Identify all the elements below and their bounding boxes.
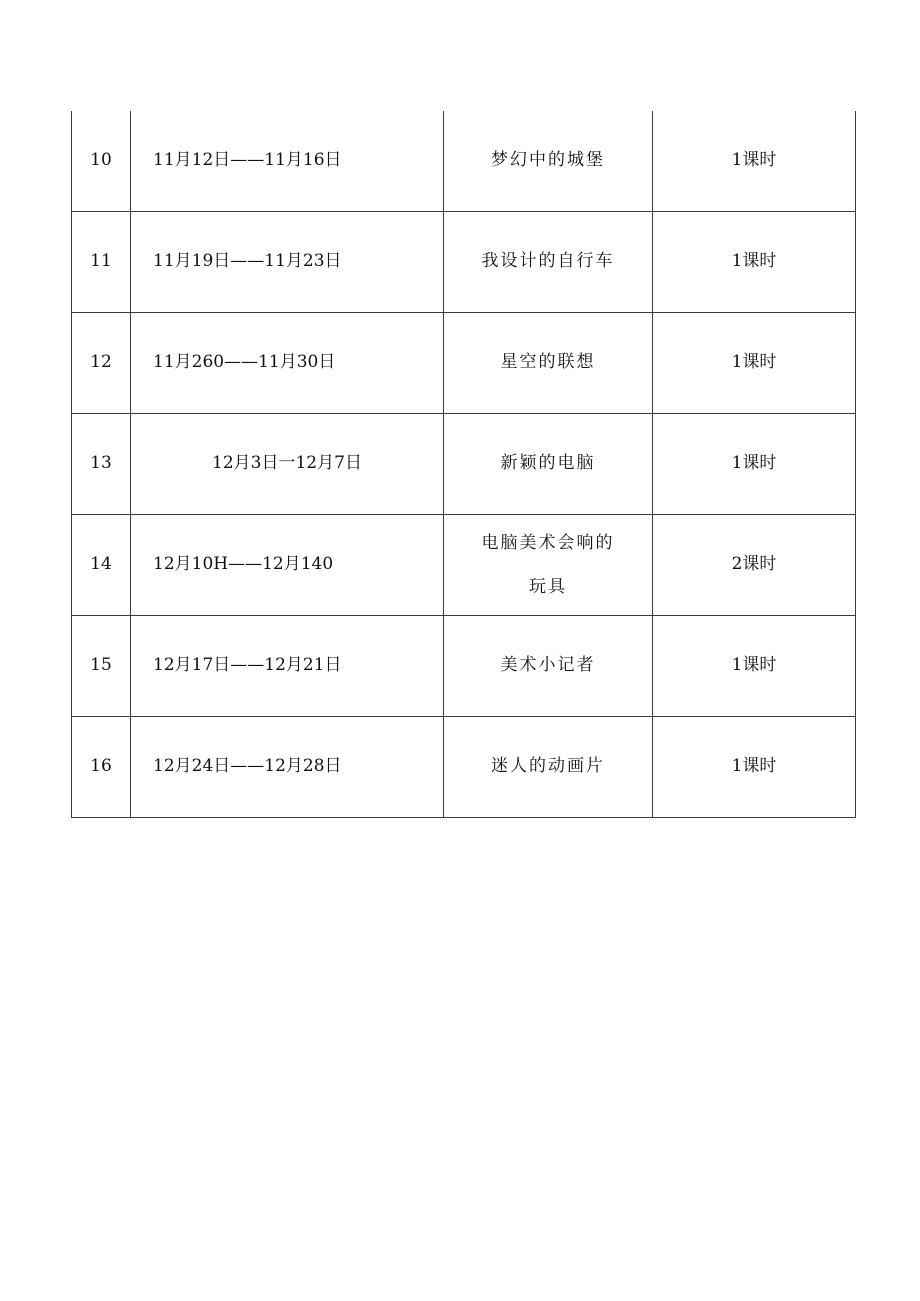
table-row	[72, 111, 856, 212]
schedule-table	[71, 111, 856, 818]
date-range: 11月12日——11月16日	[131, 111, 444, 212]
lesson-hours: 1课时	[653, 414, 856, 515]
table-row	[72, 212, 856, 313]
table-row	[72, 313, 856, 414]
date-range: 12月3日一12月7日	[131, 414, 444, 515]
lesson-hours: 2课时	[653, 515, 856, 616]
lesson-number: 16	[72, 717, 131, 818]
lesson-hours: 1课时	[653, 212, 856, 313]
lesson-topic: 星空的联想	[444, 313, 653, 414]
lesson-hours: 1课时	[653, 313, 856, 414]
lesson-hours: 1课时	[653, 717, 856, 818]
lesson-number: 14	[72, 515, 131, 616]
lesson-hours: 1课时	[653, 616, 856, 717]
date-range: 12月17日——12月21日	[131, 616, 444, 717]
date-range: 11月19日——11月23日	[131, 212, 444, 313]
date-range: 12月10H——12月140	[131, 515, 444, 616]
lesson-number: 10	[72, 111, 131, 212]
table-row	[72, 717, 856, 818]
table-row	[72, 414, 856, 515]
lesson-number: 11	[72, 212, 131, 313]
lesson-topic-cell	[444, 515, 653, 616]
lesson-number: 13	[72, 414, 131, 515]
table-row	[72, 515, 856, 616]
lesson-topic: 迷人的动画片	[444, 717, 653, 818]
lesson-topic: 我设计的自行车	[444, 212, 653, 313]
lesson-number: 15	[72, 616, 131, 717]
lesson-topic: 电脑美术会响的玩具	[481, 532, 615, 597]
lesson-topic: 新颖的电脑	[444, 414, 653, 515]
table-row	[72, 616, 856, 717]
date-range: 12月24日——12月28日	[131, 717, 444, 818]
lesson-hours: 1课时	[653, 111, 856, 212]
lesson-number: 12	[72, 313, 131, 414]
lesson-topic: 梦幻中的城堡	[444, 111, 653, 212]
date-range: 11月260——11月30日	[131, 313, 444, 414]
lesson-topic: 美术小记者	[444, 616, 653, 717]
